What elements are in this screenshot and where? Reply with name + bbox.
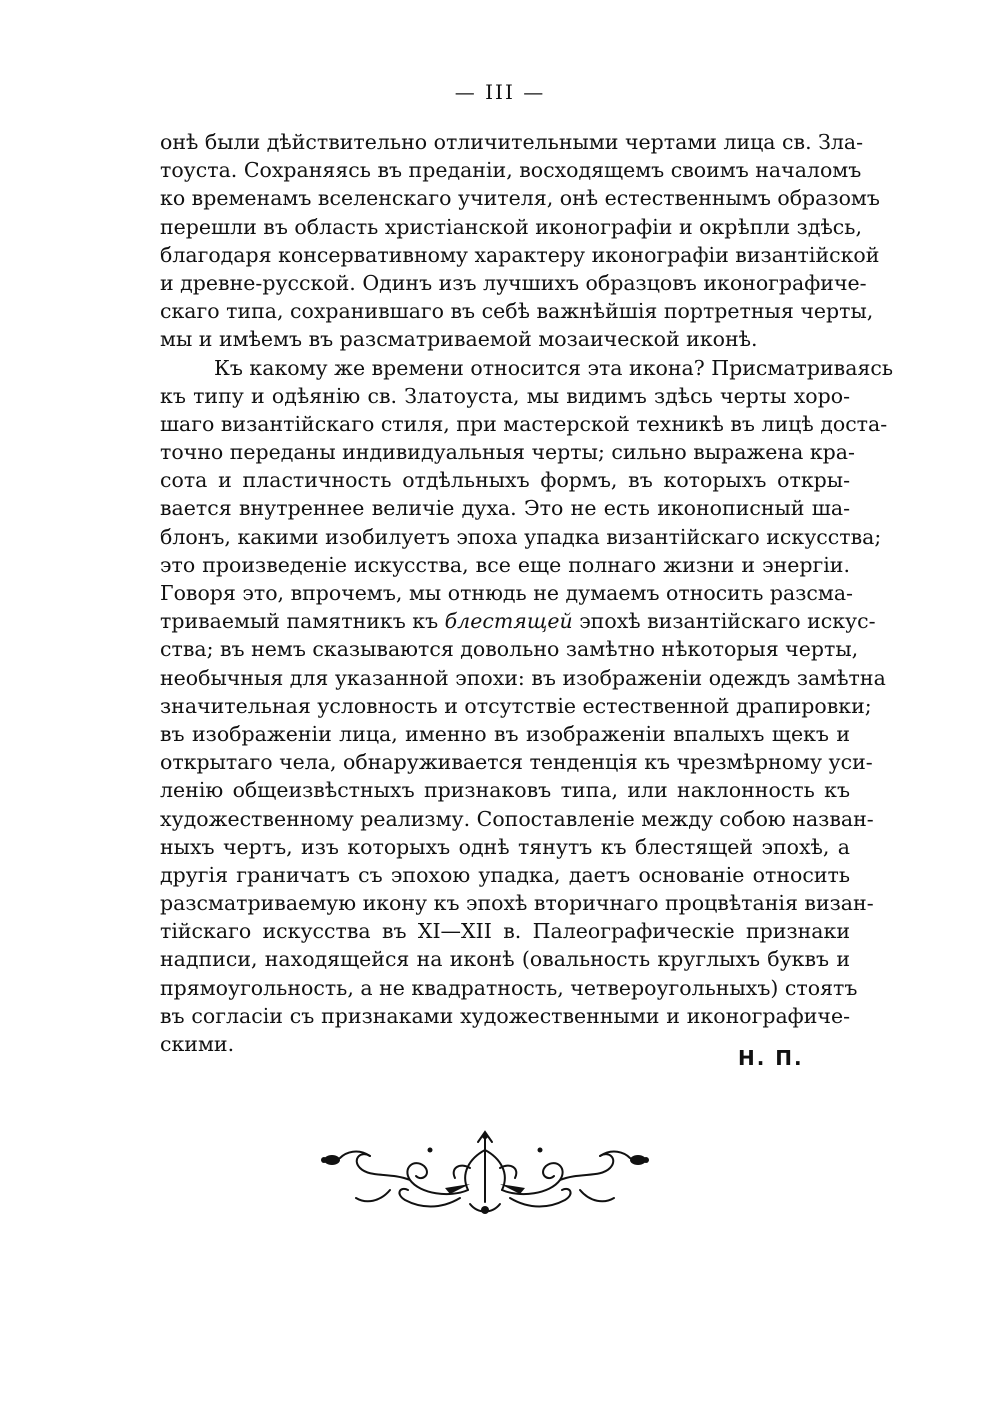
text-line: онѣ были дѣйствительно отличительными чертами лица св. Зла- xyxy=(160,130,864,154)
floral-tailpiece-ornament-icon xyxy=(310,1128,660,1218)
text-line: разсматриваемую икону къ эпохѣ вторичнаго процвѣтанія визан- xyxy=(160,891,874,916)
text-line: благодаря консервативному характеру иконографіи византійской xyxy=(160,242,880,267)
text-line: скими. xyxy=(160,1032,235,1056)
text-line: Къ какому же времени относится эта икона? Присматриваясь xyxy=(214,355,894,380)
text-line: и древне-русской. Одинъ изъ лучшихъ образцовъ иконографиче- xyxy=(160,270,867,295)
text-line: ства; въ немъ сказываются довольно замѣтно нѣкоторыя черты, xyxy=(160,637,859,662)
paragraph-1 xyxy=(160,128,880,354)
text-line: къ типу и одѣянію св. Златоуста, мы видимъ здѣсь черты хоро- xyxy=(160,383,850,408)
text-line: вается внутреннее величіе духа. Это не есть иконописный ша- xyxy=(160,496,850,521)
text-line: открытаго чела, обнаруживается тенденція къ чрезмѣрному уси- xyxy=(160,750,873,775)
text-line: другія граничатъ съ эпохою упадка, даетъ основаніе относить xyxy=(160,862,850,887)
text-line: значительная условность и отсутствіе естественной драпировки; xyxy=(160,693,872,718)
text-line: въ изображеніи лица, именно въ изображеніи впалыхъ щекъ и xyxy=(160,721,850,746)
text-line-with-italic xyxy=(160,607,876,635)
text-line: въ согласіи съ признаками художественными и иконографиче- xyxy=(160,1003,850,1028)
text-segment: эпохѣ византійскаго искус- xyxy=(572,609,876,634)
text-line: тійскаго искусства въ XI—XII в. Палеографическіе признаки xyxy=(160,919,850,944)
text-line: прямоугольность, а не квадратность, четвероугольныхъ) стоятъ xyxy=(160,975,858,1000)
text-line: блонъ, какими изобилуетъ эпоха упадка византійскаго искусства; xyxy=(160,524,882,549)
page-number: — III — xyxy=(454,80,546,104)
text-line: перешли въ область христіанской иконографіи и окрѣпли здѣсь, xyxy=(160,214,862,239)
body-text xyxy=(160,128,894,1058)
author-signature: Н. П. xyxy=(738,1046,804,1070)
text-line: необычныя для указанной эпохи: въ изображеніи одеждъ замѣтна xyxy=(160,665,886,690)
text-line: шаго византійскаго стиля, при мастерской техникѣ въ лицѣ доста- xyxy=(160,411,888,436)
italic-word: блестящей xyxy=(444,609,573,634)
text-line: сота и пластичность отдѣльныхъ формъ, въ которыхъ откры- xyxy=(160,468,850,493)
text-line: это произведеніе искусства, все еще полнаго жизни и энергіи. xyxy=(160,552,850,577)
text-line: Говоря это, впрочемъ, мы отнюдь не думаемъ относить разсма- xyxy=(160,581,853,605)
text-line: точно переданы индивидуальныя черты; сильно выражена кра- xyxy=(160,440,855,465)
text-line: надписи, находящейся на иконѣ (овальность круглыхъ буквъ и xyxy=(160,947,850,972)
text-line: художественному реализму. Сопоставленіе между собою назван- xyxy=(160,806,874,831)
paragraph-2 xyxy=(160,354,894,1059)
text-line: ко временамъ вселенскаго учителя, онѣ естественнымъ образомъ xyxy=(160,186,880,211)
text-line: ленію общеизвѣстныхъ признаковъ типа, или наклонность къ xyxy=(160,778,850,803)
text-line: скаго типа, сохранившаго въ себѣ важнѣйшія портретныя черты, xyxy=(160,299,874,324)
text-segment: триваемый памятникъ къ xyxy=(160,609,445,634)
text-line: мы и имѣемъ въ разсматриваемой мозаической иконѣ. xyxy=(160,327,758,352)
text-line: тоуста. Сохраняясь въ преданіи, восходящемъ своимъ началомъ xyxy=(160,158,862,183)
text-line: ныхъ чертъ, изъ которыхъ однѣ тянутъ къ блестящей эпохѣ, а xyxy=(160,834,850,859)
